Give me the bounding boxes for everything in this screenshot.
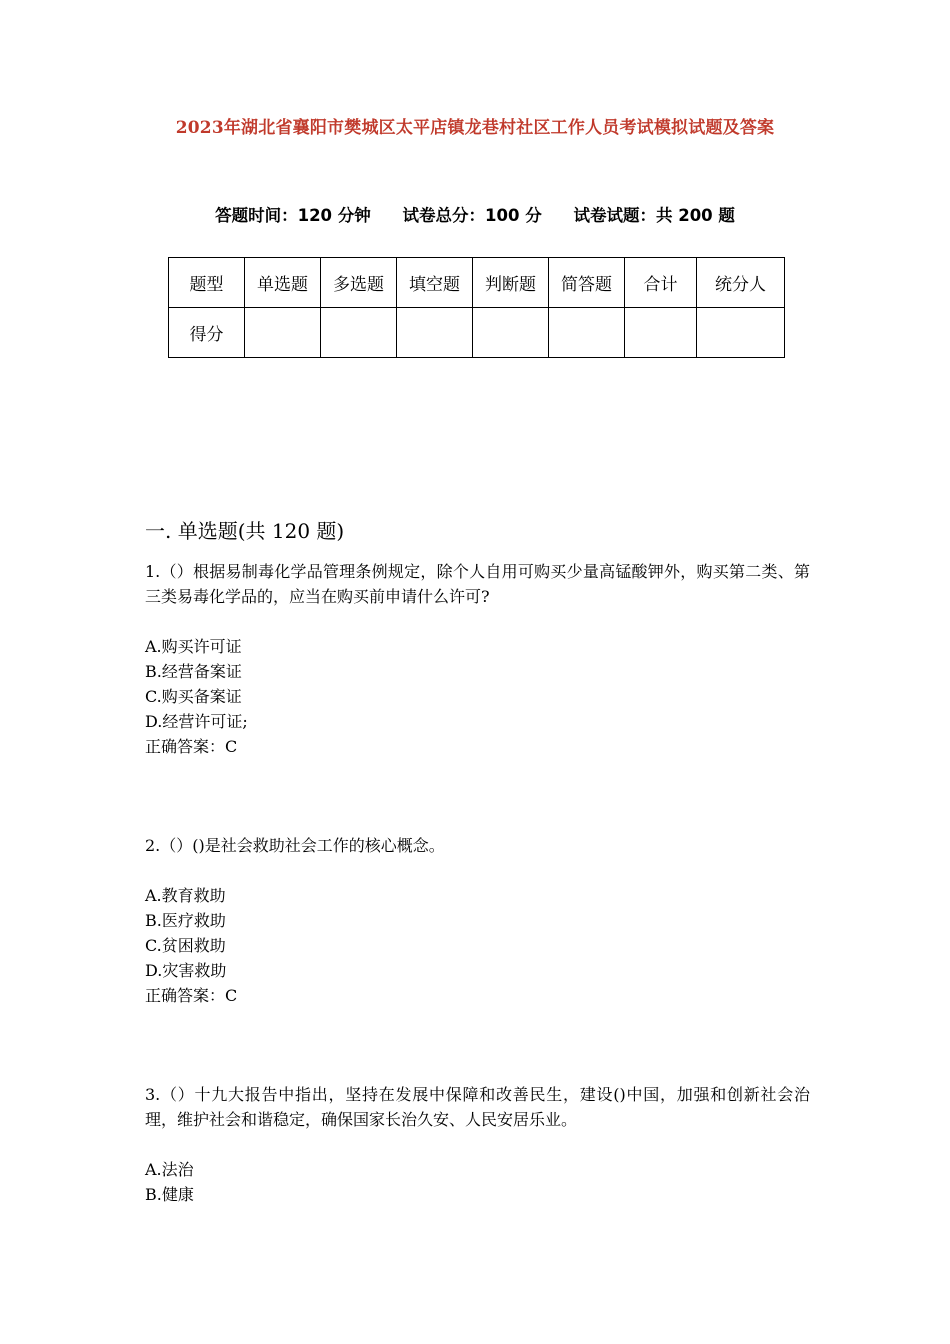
- question-answer: 正确答案：C: [145, 986, 238, 1005]
- question-option: C.贫困救助: [145, 936, 226, 955]
- score-cell: [397, 308, 473, 358]
- question-item: [145, 1082, 810, 1207]
- question-options: [145, 883, 810, 1008]
- question-answer: 正确答案：C: [145, 737, 238, 756]
- score-table-header-cell: 统分人: [697, 258, 785, 308]
- question-option: B.医疗救助: [145, 911, 226, 930]
- question-stem: 1.（）根据易制毒化学品管理条例规定，除个人自用可购买少量高锰酸钾外，购买第二类、第三类易毒化学品的，应当在购买前申请什么许可?: [145, 562, 810, 606]
- score-table: [168, 257, 785, 358]
- score-cell: [549, 308, 625, 358]
- score-cell: [321, 308, 397, 358]
- question-option: B.健康: [145, 1185, 194, 1204]
- question-option: A.购买许可证: [145, 637, 242, 656]
- question-item: [145, 833, 810, 1008]
- question-option: D.经营许可证;: [145, 712, 248, 731]
- question-options: [145, 634, 810, 759]
- document-title: 2023年湖北省襄阳市樊城区太平店镇龙巷村社区工作人员考试模拟试题及答案: [175, 118, 775, 138]
- question-option: C.购买备案证: [145, 687, 242, 706]
- exam-total-questions: 试卷试题：共 200 题: [573, 206, 735, 225]
- question-stem: 2.（）()是社会救助社会工作的核心概念。: [145, 836, 445, 855]
- score-table-header-cell: 单选题: [245, 258, 321, 308]
- question-options: [145, 1157, 810, 1207]
- score-table-header-cell: 简答题: [549, 258, 625, 308]
- score-table-header-cell: 合计: [625, 258, 697, 308]
- question-option: D.灾害救助: [145, 961, 227, 980]
- score-cell: [473, 308, 549, 358]
- score-table-row-label: 得分: [169, 308, 245, 358]
- exam-time: 答题时间：120 分钟: [215, 206, 371, 225]
- question-option: A.教育救助: [145, 886, 226, 905]
- score-table-header-row: [169, 258, 785, 308]
- score-cell: [245, 308, 321, 358]
- section-title: 一. 单选题(共 120 题): [145, 519, 345, 543]
- question-stem: 3.（）十九大报告中指出，坚持在发展中保障和改善民生，建设()中国，加强和创新社会治理，维护社会和谐稳定，确保国家长治久安、人民安居乐业。: [145, 1085, 810, 1129]
- score-table-header-cell: 题型: [169, 258, 245, 308]
- question-option: B.经营备案证: [145, 662, 242, 681]
- score-cell: [697, 308, 785, 358]
- score-table-header-cell: 多选题: [321, 258, 397, 308]
- exam-meta: [0, 202, 950, 226]
- score-table-header-cell: 填空题: [397, 258, 473, 308]
- question-option: A.法治: [145, 1160, 194, 1179]
- question-item: [145, 559, 810, 759]
- score-table-score-row: [169, 308, 785, 358]
- exam-total-score: 试卷总分：100 分: [402, 206, 542, 225]
- score-cell: [625, 308, 697, 358]
- score-table-header-cell: 判断题: [473, 258, 549, 308]
